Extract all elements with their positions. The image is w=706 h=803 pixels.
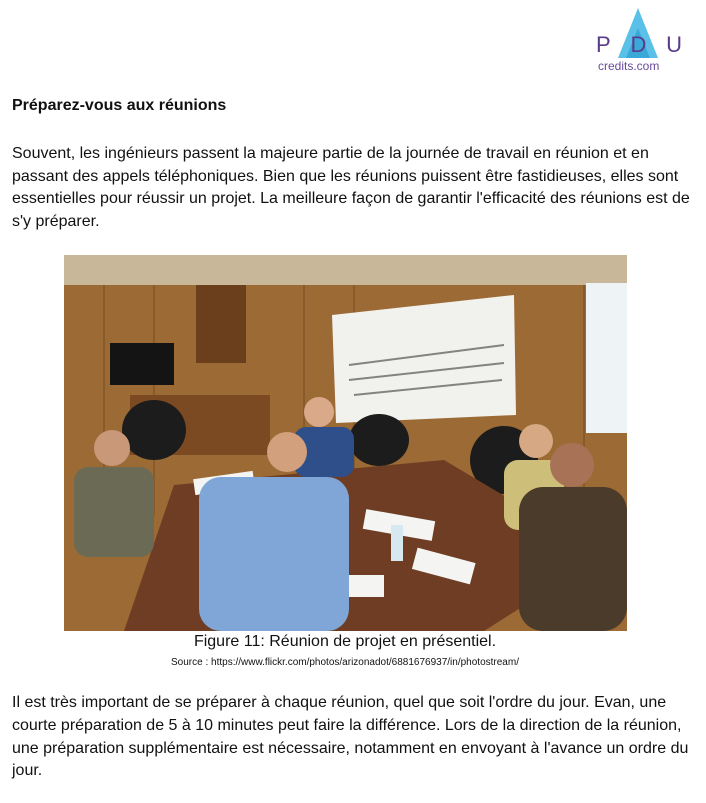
logo-letter-d: D xyxy=(630,32,647,57)
figure-source: Source : https://www.flickr.com/photos/arizonadot/6881676937/in/photostream/ xyxy=(171,657,519,668)
logo-letters xyxy=(596,32,682,58)
section-title: Préparez-vous aux réunions xyxy=(12,97,227,114)
figure-caption: Figure 11: Réunion de projet en présentiel. xyxy=(193,633,497,650)
logo-letter-p: P xyxy=(596,32,611,57)
body-paragraph: Il est très important de se préparer à chaque réunion, quel que soit l'ordre du jour. Evan, une courte préparation de 5 à 10 minutes peut faire la différence. Lors de la direction de la réunion, une préparation supplémentaire est nécessaire, notamment en envoyant à l'avance un ordre du jour. xyxy=(12,694,689,780)
intro-paragraph: Souvent, les ingénieurs passent la majeure partie de la journée de travail en réunion et en passant des appels téléphoniques. Bien que les réunions puissent être fastidieuses, elles sont essentielles pour réussir un projet. La meilleure façon de garantir l'efficacité des réunions est de s'y préparer. xyxy=(12,145,690,230)
logo-subtitle: credits.com xyxy=(598,59,660,73)
meeting-photo xyxy=(64,255,627,631)
pdu-logo xyxy=(592,4,688,74)
meeting-photo-illustration xyxy=(64,255,627,631)
logo-letter-u: U xyxy=(666,32,682,57)
